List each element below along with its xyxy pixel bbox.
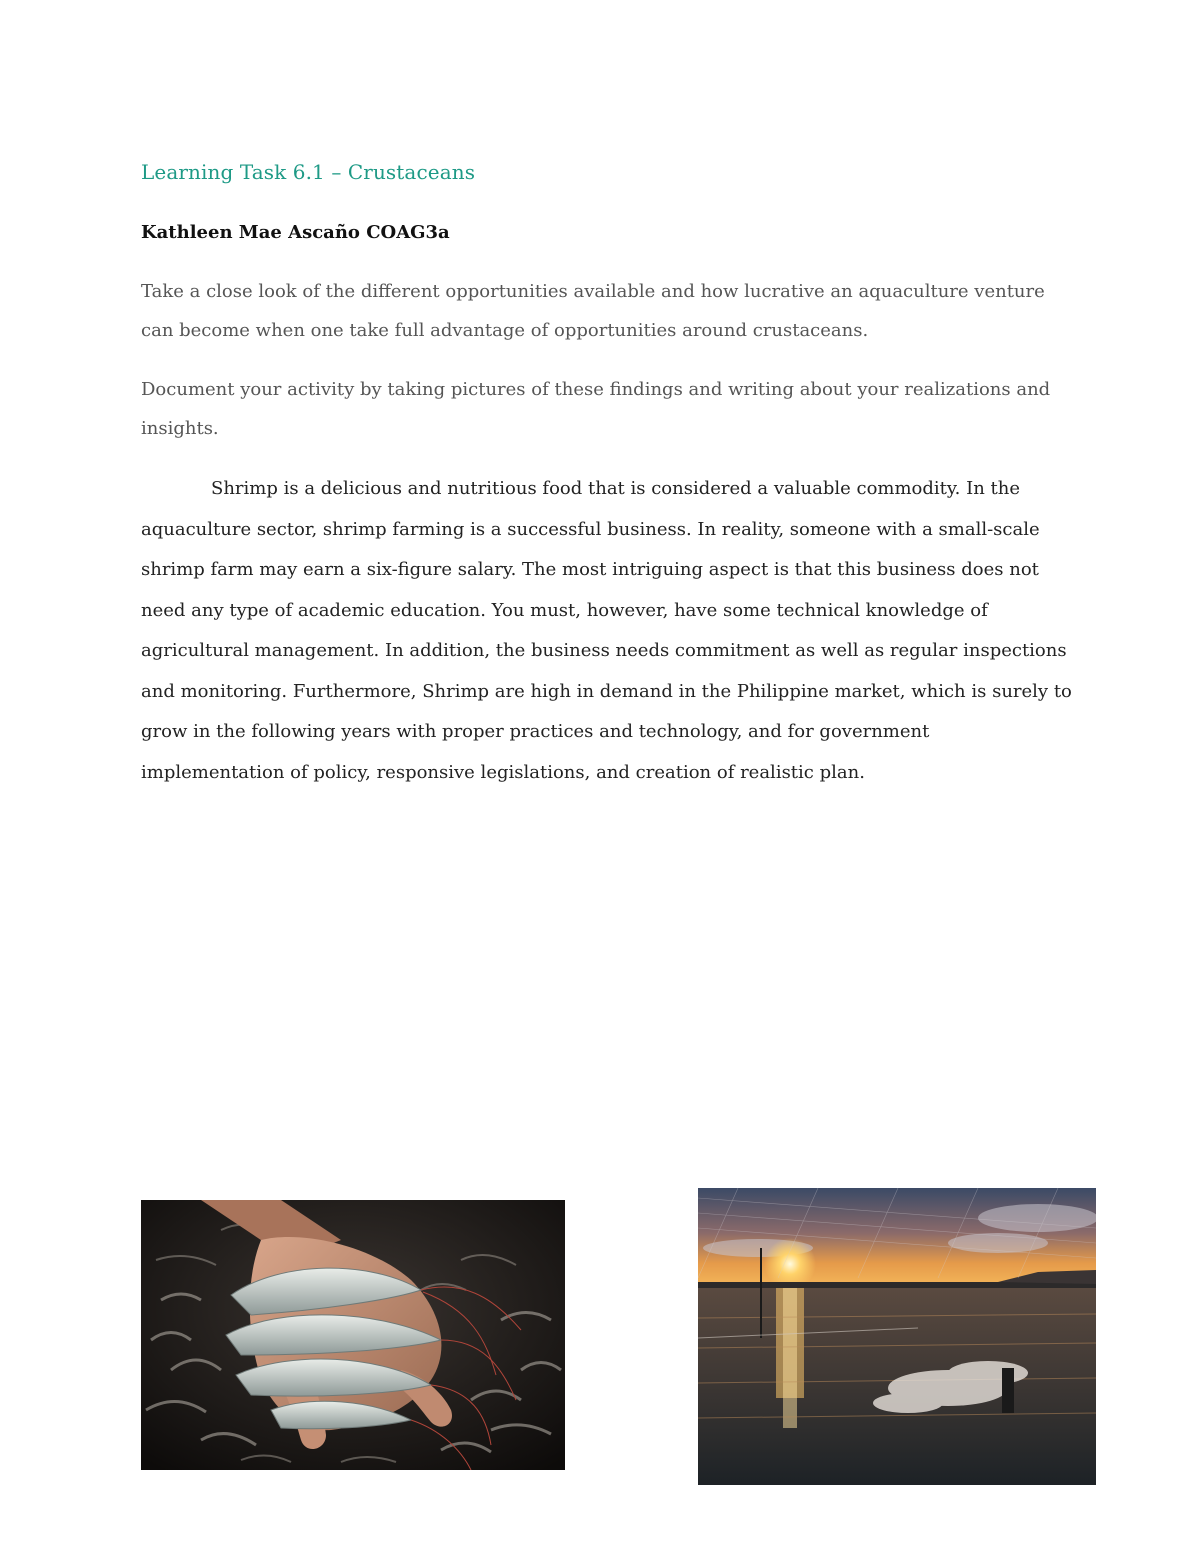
instruction-paragraph-2: Document your activity by taking pictures of these findings and writing about your realizations and insights.	[141, 379, 1051, 439]
author-line: Kathleen Mae Ascaño COAG3a	[141, 222, 450, 243]
page-title: Learning Task 6.1 – Crustaceans	[141, 160, 476, 184]
shrimp-in-hand-photo	[141, 1200, 565, 1470]
body-paragraph: Shrimp is a delicious and nutritious food that is considered a valuable commodity. In the aquaculture sector, shrimp farming is a successful business. In reality, someone with a small-scale shrimp farm may earn a six-figure salary. The most intriguing aspect is that this business does not need any type of academic education. You must, however, have some technical knowledge of agricultural management. In addition, the business needs commitment as well as regular inspections and monitoring. Furthermore, Shrimp are high in demand in the Philippine market, which is surely to grow in the following years with proper practices and technology, and for government implementation of policy, responsive legislations, and creation of realistic plan.	[141, 478, 1072, 783]
shrimp-pond-sunset-photo	[698, 1188, 1096, 1485]
instruction-paragraph-1: Take a close look of the different opportunities available and how lucrative an aquaculture venture can become when one take full advantage of opportunities around crustaceans.	[141, 281, 1045, 341]
